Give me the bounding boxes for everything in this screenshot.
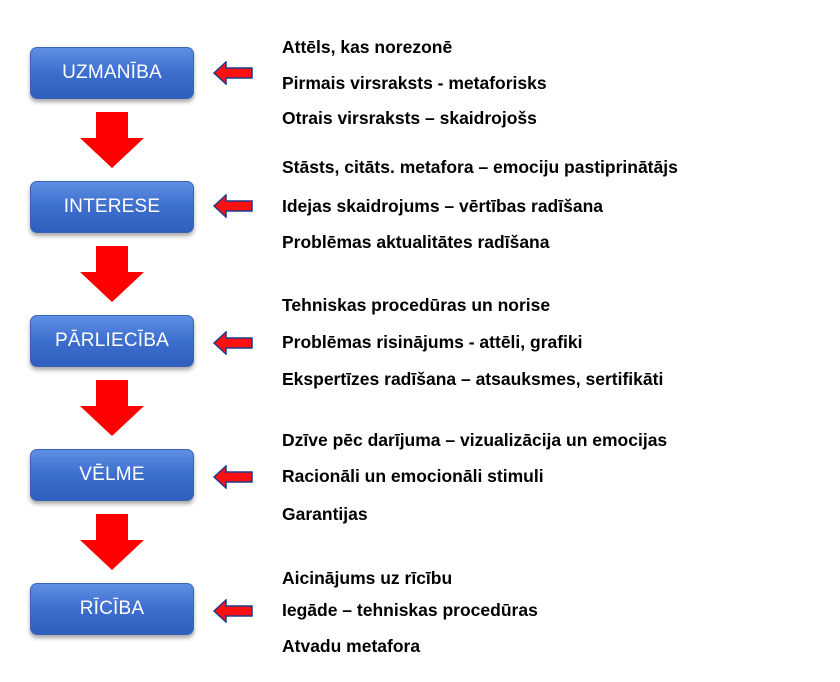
point-4-3: Garantijas <box>282 504 368 524</box>
stage-box-uzmaniba: UZMANĪBA <box>30 47 194 99</box>
left-arrow-icon <box>212 194 254 218</box>
point-4-2: Racionāli un emocionāli stimuli <box>282 466 544 486</box>
point-2-3: Problēmas aktualitātes radīšana <box>282 232 550 252</box>
point-3-1: Tehniskas procedūras un norise <box>282 295 551 315</box>
left-arrow-icon <box>212 331 254 355</box>
left-arrow-icon <box>212 599 254 623</box>
point-1-2: Pirmais virsraksts - metaforisks <box>282 73 547 93</box>
stage-box-intr: INTERESE <box>30 181 194 233</box>
point-2-1: Stāsts, citāts. metafora – emociju pastiprinātājs <box>282 157 678 177</box>
down-arrow-icon <box>80 112 144 168</box>
down-arrow-icon <box>80 514 144 570</box>
point-1-3: Otrais virsraksts – skaidrojošs <box>282 108 537 128</box>
stage-box-riciba: RĪCĪBA <box>30 583 194 635</box>
point-1-1: Attēls, kas norezonē <box>282 37 453 57</box>
point-5-2: Iegāde – tehniskas procedūras <box>282 600 538 620</box>
down-arrow-icon <box>80 380 144 436</box>
left-arrow-icon <box>212 465 254 489</box>
down-arrow-icon <box>80 246 144 302</box>
point-3-2: Problēmas risinājums - attēli, grafiki <box>282 332 583 352</box>
point-2-2: Idejas skaidrojums – vērtības radīšana <box>282 196 603 216</box>
point-5-3: Atvadu metafora <box>282 636 421 656</box>
left-arrow-icon <box>212 61 254 85</box>
point-4-1: Dzīve pēc darījuma – vizualizācija un emocijas <box>282 430 668 450</box>
stage-box-velme: VĒLME <box>30 449 194 501</box>
point-5-1: Aicinājums uz rīcību <box>282 568 453 588</box>
stage-box-parlieciba: PĀRLIECĪBA <box>30 315 194 367</box>
point-3-3: Ekspertīzes radīšana – atsauksmes, sertifikāti <box>282 369 664 389</box>
